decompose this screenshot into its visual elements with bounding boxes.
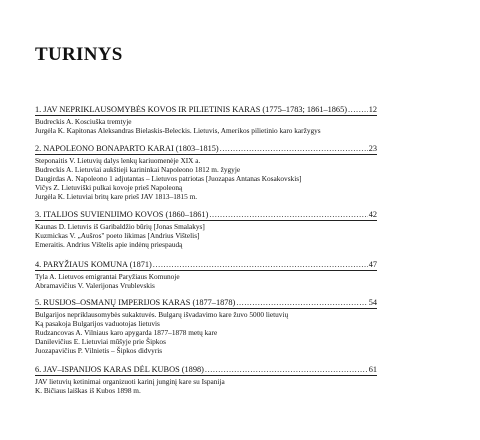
toc-entry: Danilevičius E. Lietuviai mūšyje prie Šipkos — [35, 337, 166, 346]
toc-entry: Ką pasakoja Bulgarijos vaduotojas lietuvis — [35, 319, 160, 328]
dot-leader — [348, 104, 368, 115]
toc-entry: Abramavičius V. Valerijonas Vrublevskis — [35, 281, 155, 290]
section-title: 4. PARYŽIAUS KOMUNA (1871) — [35, 260, 152, 269]
toc-entry: Kuzmickas V. „Aušros" poeto likimas [Andrius Vištelis] — [35, 231, 200, 240]
dot-leader — [236, 297, 367, 308]
toc-section-3 — [35, 209, 377, 249]
toc-section-4 — [35, 259, 377, 290]
toc-entry: Budreckis A. Lietuviai aukštieji karininkai Napoleono 1812 m. žygyje — [35, 165, 241, 174]
section-title: 5. RUSIJOS–OSMANŲ IMPERIJOS KARAS (1877–1878) — [35, 298, 236, 307]
toc-entry: JAV lietuvių ketinimai organizuoti karinį junginį kare su Ispanija — [35, 377, 225, 386]
toc-section-2 — [35, 143, 377, 201]
section-heading[interactable] — [35, 259, 377, 271]
toc-entry: Bulgarijos nepriklausomybės sukaktuvės. Bulgarų išvadavimo kare žuvo 5000 lietuvių — [35, 310, 289, 319]
section-heading[interactable] — [35, 143, 377, 155]
dot-leader — [209, 209, 367, 220]
toc-entry: Juozapavičius P. Vilnietis – Šipkos didvyris — [35, 346, 163, 355]
toc-entry: Steponaitis V. Lietuvių dalys lenkų kariuomenėje XIX a. — [35, 156, 201, 165]
toc-entry: Tyla A. Lietuvos emigrantai Paryžiaus Komunoje — [35, 272, 180, 281]
toc-entry: Jurgėla K. Kapitonas Aleksandras Bielaskis-Beleckis. Lietuvis, Amerikos pilietinio karo karžygys — [35, 126, 321, 135]
toc-entry: Jurgėla K. Lietuviai britų kare prieš JAV 1813–1815 m. — [35, 192, 198, 201]
section-heading[interactable] — [35, 364, 377, 376]
toc-section-1 — [35, 104, 377, 135]
dot-leader — [220, 143, 368, 154]
section-heading[interactable] — [35, 104, 377, 116]
section-title: 3. ITALIJOS SUVIENIJIMO KOVOS (1860–1861) — [35, 210, 209, 219]
toc-entry: Budreckis A. Kosciuška tremtyje — [35, 117, 132, 126]
section-heading[interactable] — [35, 209, 377, 221]
section-title: 6. JAV–ISPANIJOS KARAS DĖL KUBOS (1898) — [35, 365, 204, 374]
page-number: 54 — [368, 298, 377, 307]
page-number: 42 — [368, 210, 377, 219]
toc-entry: Emeraitis. Andrius Vištelis apie indėnų priespaudą — [35, 240, 183, 249]
toc-entry: K. Bičiaus laiškas iš Kubos 1898 m. — [35, 386, 141, 395]
page-title: TURINYS — [35, 44, 123, 65]
toc-section-6 — [35, 364, 377, 395]
dot-leader — [205, 364, 368, 375]
toc-entry: Kaunas D. Lietuvis iš Garibaldžio būrių [Jonas Smalakys] — [35, 222, 205, 231]
toc-section-5 — [35, 297, 377, 355]
section-title: 2. NAPOLEONO BONAPARTO KARAI (1803–1815) — [35, 144, 219, 153]
toc-entry: Daugirdas A. Napoleono 1 adjutantas – Lietuvos patriotas [Juozapas Antanas Kosakovskis] — [35, 174, 302, 183]
page-number: 61 — [368, 365, 377, 374]
page-number: 23 — [368, 144, 377, 153]
page-number: 47 — [368, 260, 377, 269]
page-number: 12 — [368, 105, 377, 114]
toc-entry: Vičys Z. Lietuviški pulkai kovoje prieš Napoleoną — [35, 183, 183, 192]
section-heading[interactable] — [35, 297, 377, 309]
dot-leader — [153, 259, 368, 270]
section-title: 1. JAV NEPRIKLAUSOMYBĖS KOVOS IR PILIETINIS KARAS (1775–1783; 1861–1865) — [35, 105, 347, 114]
toc-entry: Rudzancovas A. Vilniaus karo apygarda 1877–1878 metų kare — [35, 328, 218, 337]
